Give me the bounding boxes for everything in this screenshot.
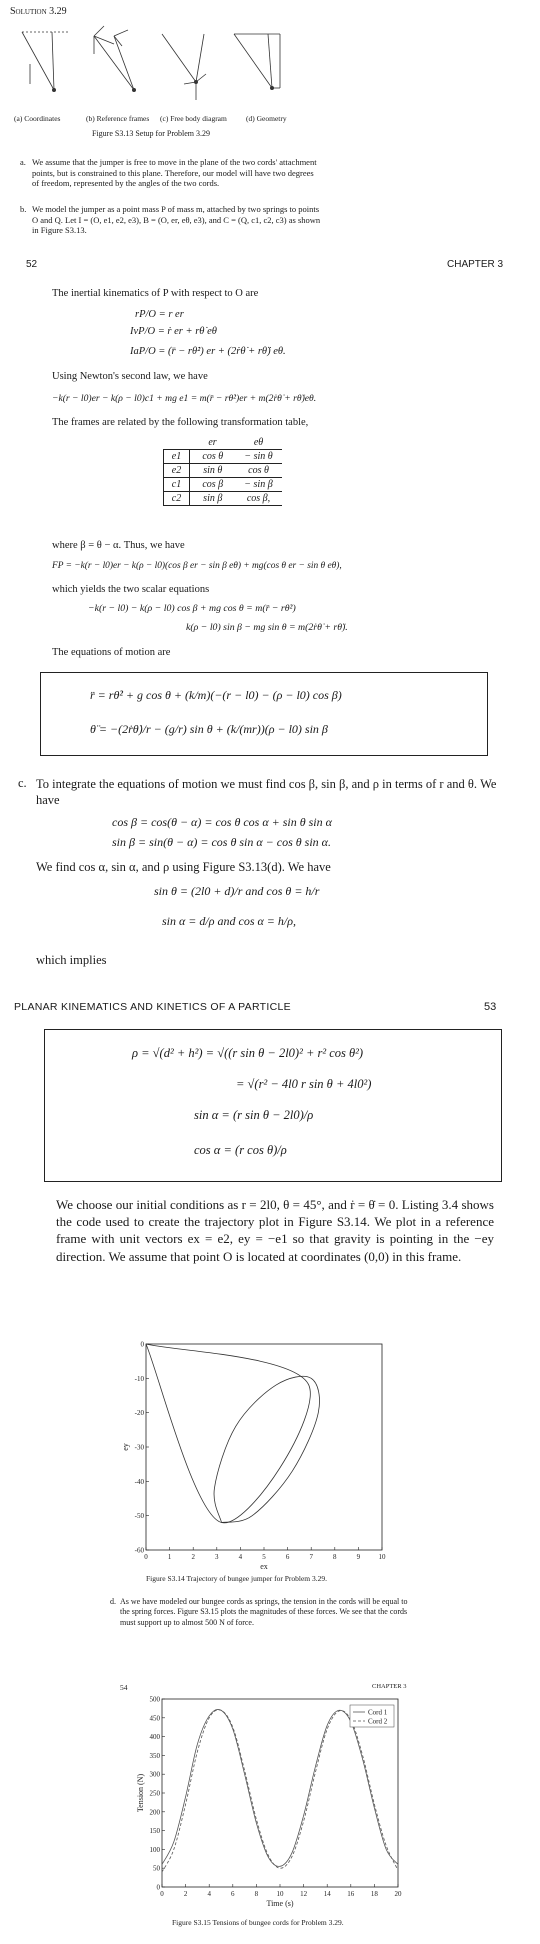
- eom-text: The equations of motion are: [52, 647, 171, 658]
- eq-acceleration: IaP/O = (r̈ − rθ̇²) er + (2ṙθ̇ + rθ̈) eθ.: [130, 346, 286, 357]
- eq-scalar-1: −k(r − l0) − k(ρ − l0) cos β + mg cos θ = m(r̈ − rθ̇²): [88, 603, 296, 614]
- y-tick-label: 0: [140, 1340, 144, 1349]
- series-line-2: [162, 1710, 398, 1872]
- subfig-label-b: (b) Reference frames: [86, 114, 150, 123]
- y-tick-label: 50: [153, 1864, 160, 1873]
- x-axis-label: ex: [260, 1562, 268, 1571]
- subfig-label-d: (d) Geometry: [246, 114, 287, 123]
- plot-frame: [146, 1344, 382, 1550]
- y-tick-label: 500: [149, 1695, 160, 1704]
- subfig-geometry: [234, 34, 280, 90]
- yields-text: which yields the two scalar equations: [52, 584, 210, 595]
- y-tick-label: -10: [134, 1374, 144, 1383]
- eq-newton: −k(r − l0)er − k(ρ − l0)c1 + mg e1 = m(r̈ − rθ̇²)er + m(2ṙθ̇ + rθ̈)eθ.: [52, 393, 317, 404]
- trajectory-plot: [120, 1338, 400, 1574]
- x-tick-label: 8: [254, 1890, 259, 1898]
- table-row: e1 cos θ − sin θ: [164, 450, 282, 464]
- eq-sin-beta: sin β = sin(θ − α) = cos θ sin α − cos θ sin α.: [112, 835, 331, 849]
- y-tick-label: 0: [156, 1883, 160, 1892]
- item-d-marker: d.: [110, 1597, 116, 1606]
- eq-eom-r: r̈ = rθ̇² + g cos θ + (k/m)(−(r − l0) − (ρ − l0) cos β): [90, 688, 342, 702]
- x-tick-label: 9: [356, 1553, 361, 1561]
- table-row: e2 sin θ cos θ: [164, 464, 282, 478]
- series-line-2: [214, 1376, 319, 1522]
- x-tick-label: 4: [238, 1553, 243, 1561]
- transformation-table: [163, 436, 282, 506]
- caption-s314: Figure S3.14 Trajectory of bungee jumper for Problem 3.29.: [146, 1574, 328, 1583]
- eq-sin-theta: sin θ = (2l0 + d)/r and cos θ = h/r: [154, 884, 320, 898]
- x-axis-label: Time (s): [266, 1899, 294, 1908]
- y-tick-label: -50: [134, 1512, 144, 1521]
- table-row: c1 cos β − sin β: [164, 478, 282, 492]
- eq-rho-1: ρ = √(d² + h²) = √((r sin θ − 2l0)² + r² cos θ²): [132, 1046, 364, 1060]
- x-tick-label: 20: [394, 1890, 402, 1898]
- item-b-marker: b.: [20, 204, 27, 214]
- item-b-text: We model the jumper as a point mass P of mass m, attached by two springs to points O and Q. Let I = (O, e1, e2, e3), B = (O, er, eθ, e3), and C = (Q, c1, c2, c3) as shown in Figure S3.13.: [32, 204, 321, 236]
- x-tick-label: 8: [333, 1553, 337, 1561]
- subfig-reference-frames: [94, 26, 136, 92]
- y-tick-label: -30: [134, 1443, 144, 1452]
- eq-position: rP/O = r er: [135, 309, 184, 320]
- series-line-1: [146, 1344, 310, 1523]
- x-tick-label: 14: [323, 1890, 331, 1898]
- setup-figure: [10, 24, 310, 106]
- eq-cos-beta: cos β = cos(θ − α) = cos θ cos α + sin θ sin α: [112, 815, 332, 829]
- x-tick-label: 10: [378, 1553, 386, 1561]
- x-tick-label: 1: [167, 1553, 172, 1561]
- solution-title: Solution 3.29: [10, 6, 67, 17]
- x-tick-label: 4: [207, 1890, 211, 1898]
- find-text: We find cos α, sin α, and ρ using Figure S3.13(d). We have: [36, 860, 331, 874]
- subfig-label-a: (a) Coordinates: [14, 114, 61, 123]
- chapter-label-p54: CHAPTER 3: [372, 1683, 407, 1690]
- page-number-52: 52: [26, 259, 38, 270]
- x-tick-label: 3: [215, 1553, 219, 1561]
- x-tick-label: 5: [262, 1553, 266, 1561]
- x-tick-label: 16: [347, 1890, 355, 1898]
- where-beta-text: where β = θ − α. Thus, we have: [52, 540, 185, 551]
- eq-cos-alpha-rho: cos α = (r cos θ)/ρ: [194, 1143, 287, 1157]
- x-tick-label: 2: [191, 1553, 195, 1561]
- table-row: c2 sin β cos β,: [164, 492, 282, 506]
- eom-box: [40, 672, 488, 756]
- item-c-text: To integrate the equations of motion we must find cos β, sin β, and ρ in terms of r and θ. We have: [36, 777, 497, 807]
- caption-s315: Figure S3.15 Tensions of bungee cords for Problem 3.29.: [172, 1918, 344, 1927]
- kinematics-intro: The inertial kinematics of P with respect to O are: [52, 288, 259, 299]
- y-tick-label: -60: [134, 1546, 144, 1555]
- y-tick-label: 100: [149, 1845, 160, 1854]
- y-tick-label: 450: [149, 1714, 160, 1723]
- x-tick-label: 6: [231, 1890, 235, 1898]
- subfig-coordinates: [22, 32, 70, 92]
- page-number-54: 54: [120, 1683, 128, 1692]
- series-line-1: [162, 1709, 398, 1866]
- tension-plot: [136, 1695, 408, 1913]
- x-tick-label: 6: [285, 1553, 290, 1561]
- x-tick-label: 18: [370, 1890, 378, 1898]
- x-tick-label: 12: [300, 1890, 308, 1898]
- y-tick-label: 300: [149, 1770, 160, 1779]
- implies-text: which implies: [36, 953, 107, 967]
- initial-conditions-text: We choose our initial conditions as r = 2l0, θ = 45°, and ṙ = θ̇ = 0. Listing 3.4 shows the code used to create the trajectory plot in Figure S3.14. We plot in a reference frame with unit vectors ex = e2, ey = −e1 so that gravity is pointing in the −ey direction. We assume that point O is located at coordinates (0,0) in this frame.: [56, 1197, 494, 1264]
- y-axis-label: ey: [121, 1443, 130, 1451]
- y-tick-label: 200: [149, 1808, 160, 1817]
- page-number-53: 53: [484, 1001, 497, 1013]
- eq-eom-theta: θ̈ = −(2ṙθ̇)/r − (g/r) sin θ + (k/(mr))(ρ − l0) sin β: [90, 722, 328, 736]
- figure-caption-s313: Figure S3.13 Setup for Problem 3.29: [92, 129, 210, 138]
- frames-text: The frames are related by the following transformation table,: [52, 417, 309, 428]
- x-tick-label: 0: [144, 1553, 148, 1561]
- eq-sin-alpha-rho: sin α = (r sin θ − 2l0)/ρ: [194, 1108, 314, 1122]
- item-a-text: We assume that the jumper is free to move in the plane of the two cords' attachment points, but is constrained to this plane. Therefore, our model will have two degrees of freedom, represented by the angles of the two cords.: [32, 157, 317, 189]
- item-a-marker: a.: [20, 157, 26, 167]
- y-tick-label: 400: [149, 1733, 160, 1742]
- y-tick-label: -40: [134, 1477, 144, 1486]
- x-tick-label: 0: [160, 1890, 164, 1898]
- x-tick-label: 2: [183, 1890, 188, 1898]
- running-head: PLANAR KINEMATICS AND KINETICS OF A PARTICLE: [14, 1001, 291, 1013]
- y-axis-label: Tension (N): [136, 1773, 145, 1813]
- eq-velocity: IvP/O = ṙ er + rθ̇ eθ: [130, 326, 217, 337]
- legend-label: Cord 1: [368, 1708, 388, 1717]
- table-header-etheta: eθ: [236, 436, 282, 450]
- eq-force: FP = −k(r − l0)er − k(ρ − l0)(cos β er − sin β eθ) + mg(cos θ er − sin θ eθ),: [52, 561, 342, 571]
- y-tick-label: 150: [149, 1827, 160, 1836]
- eq-scalar-2: k(ρ − l0) sin β − mg sin θ = m(2ṙθ̇ + rθ̈).: [186, 622, 348, 633]
- legend-label: Cord 2: [368, 1717, 388, 1726]
- newton-text: Using Newton's second law, we have: [52, 371, 208, 382]
- subfig-label-c: (c) Free body diagram: [160, 114, 227, 123]
- table-header-er: er: [190, 436, 236, 450]
- y-tick-label: -20: [134, 1409, 144, 1418]
- eq-rho-2: = √(r² − 4l0 r sin θ + 4l0²): [236, 1077, 372, 1091]
- chapter-label-p52: CHAPTER 3: [447, 259, 504, 270]
- eq-sin-alpha: sin α = d/ρ and cos α = h/ρ,: [162, 914, 296, 928]
- y-tick-label: 250: [149, 1789, 160, 1798]
- item-c-marker: c.: [18, 776, 27, 790]
- x-tick-label: 10: [276, 1890, 284, 1898]
- subfig-free-body: [162, 34, 206, 100]
- x-tick-label: 7: [309, 1553, 313, 1561]
- y-tick-label: 350: [149, 1751, 160, 1760]
- item-d-text: As we have modeled our bungee cords as springs, the tension in the cords will be equal to the spring forces. Figure S3.15 plots the magnitudes of these forces. We see that the cords must support up to almost 500 N of force.: [120, 1597, 408, 1627]
